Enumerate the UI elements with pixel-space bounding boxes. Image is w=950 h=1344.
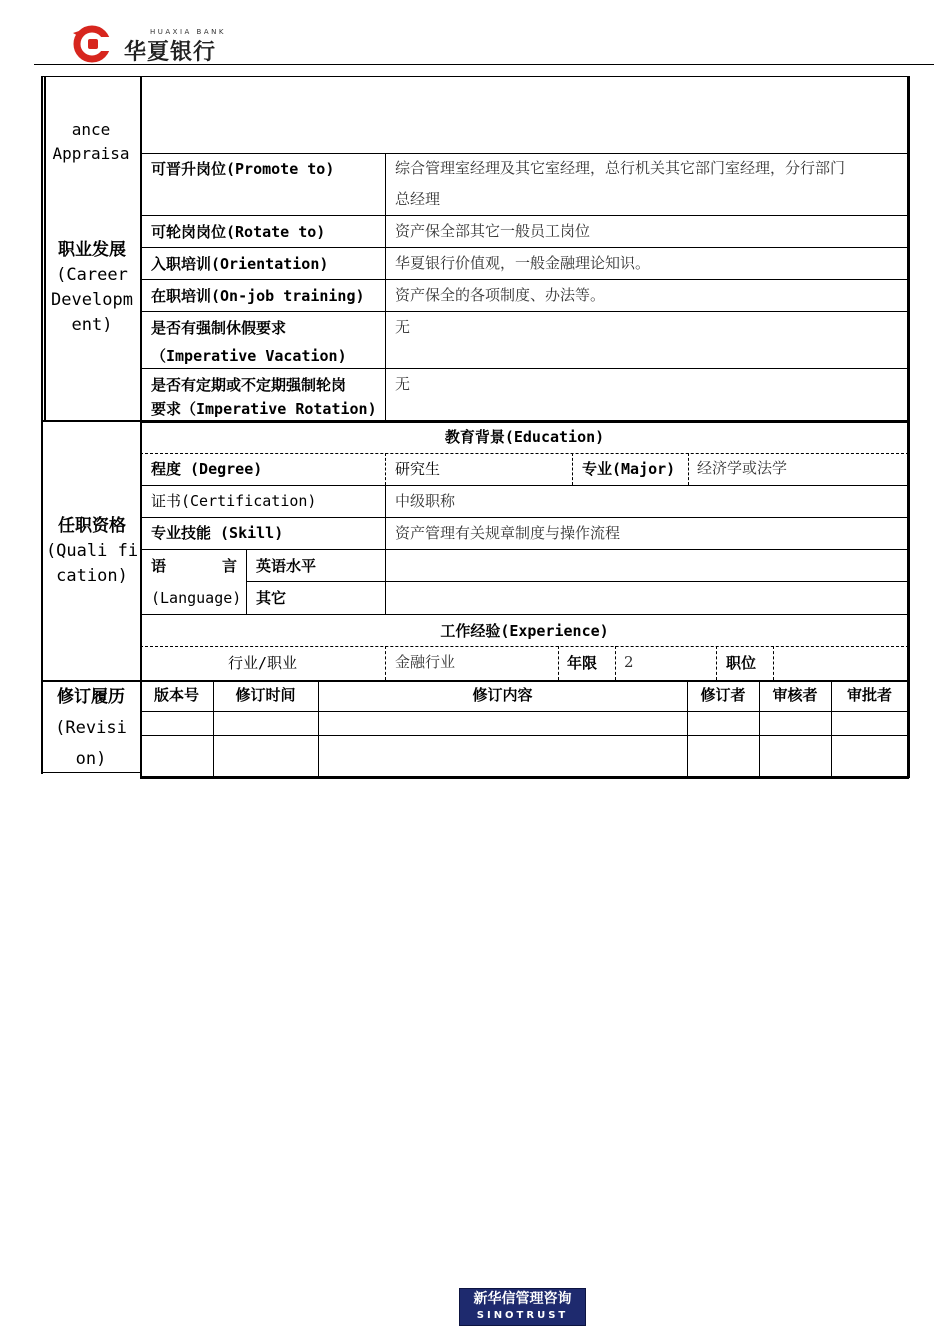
qualification-side-label: 任职资格 (Quali fi cation) [45,516,139,586]
promote-label: 可晋升岗位(Promote to) [151,160,335,178]
years-value: 2 [624,653,634,671]
sinotrust-logo-cn: 新华信管理咨询 [473,1291,572,1307]
major-value: 经济学或法学 [697,459,788,477]
promote-value-line1: 综合管理室经理及其它室经理，总行机关其它部门室经理，分行部门 [395,159,846,177]
skill-label: 专业技能 (Skill) [151,524,284,542]
header-rule [34,64,934,65]
skill-value: 资产管理有关规章制度与操作流程 [395,524,621,542]
sinotrust-logo [459,1288,586,1326]
rotation-value: 无 [395,375,411,393]
other-language-label: 其它 [256,589,287,607]
vacation-label-line1: 是否有强制休假要求 [151,319,287,337]
onjob-value: 资产保全的各项制度、办法等。 [395,286,606,304]
bank-name-en: HUAXIA BANK [150,28,226,36]
revision-col-version: 版本号 [153,686,199,704]
language-label-1: 语 [151,557,167,575]
industry-label: 行业/职业 [227,654,298,672]
degree-label: 程度 (Degree) [151,460,263,478]
degree-value: 研究生 [395,460,441,478]
revision-col-content: 修订内容 [472,686,533,704]
sinotrust-logo-en: SINOTRUST [476,1310,569,1321]
performance-label-line1: ance [71,120,111,139]
rotate-value: 资产保全部其它一般员工岗位 [395,222,591,240]
orientation-label: 入职培训(Orientation) [151,255,329,273]
vacation-label-line2: （Imperative Vacation) [151,347,347,365]
orientation-value: 华夏银行价值观，一般金融理论知识。 [395,254,651,272]
language-label-2: 言 [222,557,238,575]
certification-value: 中级职称 [395,492,456,510]
certification-label: 证书(Certification) [151,492,317,510]
education-header: 教育背景(Education) [444,428,605,446]
rotation-label-line1: 是否有定期或不定期强制轮岗 [151,376,347,394]
industry-value: 金融行业 [395,653,456,671]
position-label: 职位 [726,654,757,672]
revision-col-approver: 审批者 [846,686,892,704]
onjob-label: 在职培训(On-job training) [151,287,365,305]
rotate-label: 可轮岗岗位(Rotate to) [151,223,326,241]
english-level-label: 英语水平 [256,557,317,575]
vacation-value: 无 [395,318,411,336]
bank-name-cn: 华夏银行 [124,40,217,65]
performance-label-line2: Appraisa [52,144,130,163]
major-label: 专业(Major) [582,460,676,478]
huaxia-bank-logo-icon [70,24,112,64]
revision-col-date: 修订时间 [235,686,296,704]
revision-col-reviser: 修订者 [700,686,746,704]
career-side-label: 职业发展 (Career Developm ent) [51,240,133,335]
years-label: 年限 [567,654,598,672]
revision-col-reviewer: 审核者 [772,686,818,704]
promote-value-line2: 总经理 [395,190,441,208]
experience-header: 工作经验(Experience) [440,622,609,640]
language-label-3: (Language) [151,589,242,607]
rotation-label-line2: 要求（Imperative Rotation) [151,400,377,418]
revision-side-label: 修订履历 (Revisi on) [55,687,127,769]
